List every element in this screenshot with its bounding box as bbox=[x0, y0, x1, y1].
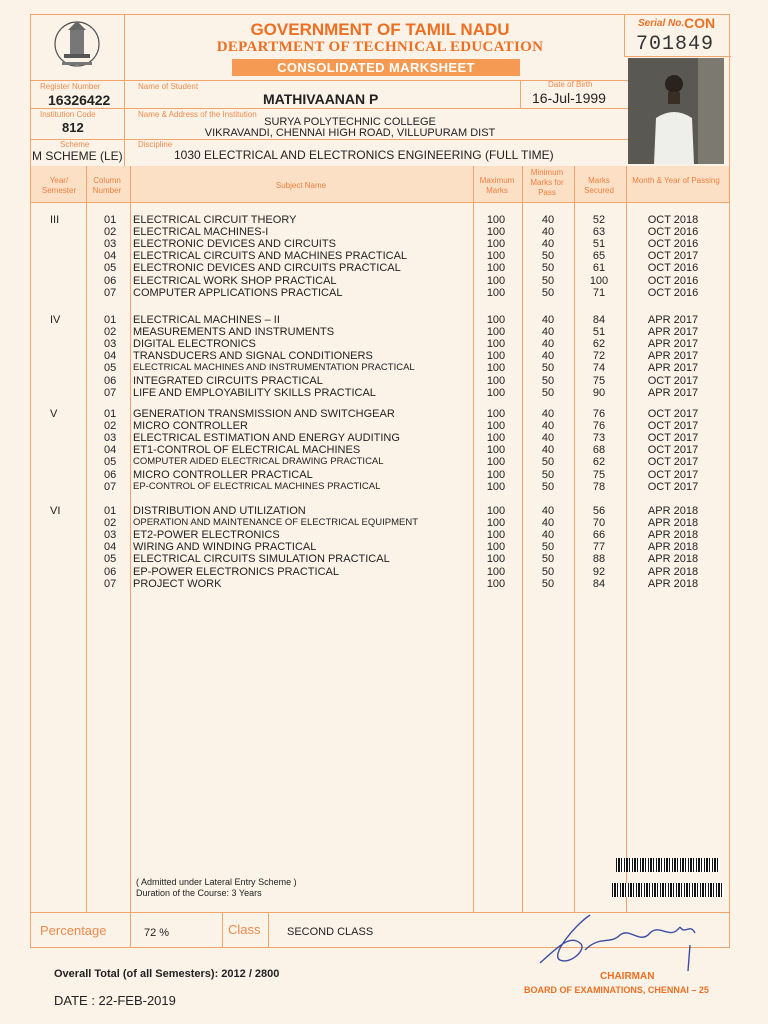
table-cell-name: EP-POWER ELECTRONICS PRACTICAL bbox=[133, 565, 339, 578]
student-photo bbox=[628, 58, 724, 164]
table-cell-month: OCT 2017 bbox=[647, 408, 699, 420]
table-cell-month: APR 2017 bbox=[647, 326, 699, 339]
table-cell-min: 40 bbox=[541, 238, 555, 251]
register-number-label: Register Number bbox=[40, 82, 101, 91]
table-cell-name: LIFE AND EMPLOYABILITY SKILLS PRACTICAL bbox=[133, 386, 376, 399]
institution-name: SURYA POLYTECHNIC COLLEGE bbox=[264, 116, 436, 128]
table-cell-min: 40 bbox=[541, 444, 555, 457]
table-cell-min: 40 bbox=[541, 408, 555, 420]
table-cell-col: 07 bbox=[104, 286, 117, 299]
divider bbox=[30, 108, 628, 109]
class-label: Class bbox=[228, 922, 261, 937]
table-cell-col: 03 bbox=[104, 529, 117, 542]
table-cell-max: 100 bbox=[486, 468, 506, 481]
table-cell-col: 05 bbox=[104, 456, 117, 469]
table-cell-month: OCT 2016 bbox=[647, 262, 699, 275]
class-value: SECOND CLASS bbox=[287, 926, 374, 938]
divider bbox=[130, 166, 131, 912]
table-cell-col: 03 bbox=[104, 238, 117, 251]
serial-label: Serial No. bbox=[638, 18, 685, 29]
table-cell-max: 100 bbox=[486, 386, 506, 399]
table-cell-col: 01 bbox=[104, 408, 117, 420]
table-cell-month: APR 2018 bbox=[647, 553, 699, 566]
table-cell-month: OCT 2016 bbox=[647, 226, 699, 239]
table-cell-secured: 84 bbox=[592, 577, 606, 590]
divider bbox=[86, 166, 87, 912]
scheme-label: Scheme bbox=[60, 140, 90, 149]
lateral-entry-note: ( Admitted under Lateral Entry Scheme ) bbox=[136, 877, 297, 887]
divider bbox=[30, 139, 628, 140]
table-cell-name: GENERATION TRANSMISSION AND SWITCHGEAR bbox=[133, 408, 395, 420]
table-cell-secured: 61 bbox=[592, 262, 606, 275]
table-cell-max: 100 bbox=[486, 214, 506, 226]
table-cell-max: 100 bbox=[486, 326, 506, 339]
divider bbox=[574, 166, 575, 912]
table-cell-name: DIGITAL ELECTRONICS bbox=[133, 338, 256, 351]
table-cell-max: 100 bbox=[486, 565, 506, 578]
table-cell-min: 40 bbox=[541, 505, 555, 517]
table-cell-month: APR 2018 bbox=[647, 517, 699, 530]
semester-label: VI bbox=[50, 505, 61, 517]
table-cell-name: EP-CONTROL OF ELECTRICAL MACHINES PRACTICAL bbox=[133, 480, 381, 492]
semester-label: III bbox=[50, 214, 60, 226]
table-cell-name: ELECTRICAL ESTIMATION AND ENERGY AUDITING bbox=[133, 432, 400, 445]
column-header-month: Month & Year of Passing bbox=[632, 176, 720, 185]
institution-code-label: Institution Code bbox=[40, 110, 96, 119]
table-cell-max: 100 bbox=[486, 456, 506, 469]
divider bbox=[222, 912, 223, 948]
table-cell-month: APR 2017 bbox=[647, 350, 699, 363]
table-cell-min: 40 bbox=[541, 214, 555, 226]
student-name-label: Name of Student bbox=[138, 82, 199, 91]
institution-address: VIKRAVANDI, CHENNAI HIGH ROAD, VILLUPURAM DIST bbox=[204, 127, 496, 139]
table-cell-col: 07 bbox=[104, 480, 117, 493]
table-cell-secured: 65 bbox=[592, 250, 606, 263]
table-cell-col: 03 bbox=[104, 338, 117, 351]
table-cell-col: 07 bbox=[104, 386, 117, 399]
document-title: CONSOLIDATED MARKSHEET bbox=[232, 59, 520, 76]
table-cell-month: APR 2018 bbox=[647, 565, 699, 578]
percentage-label: Percentage bbox=[40, 923, 107, 938]
divider bbox=[268, 912, 269, 948]
table-cell-secured: 76 bbox=[592, 420, 606, 433]
table-cell-secured: 70 bbox=[592, 517, 606, 530]
divider bbox=[473, 166, 474, 912]
table-cell-max: 100 bbox=[486, 505, 506, 517]
table-cell-secured: 63 bbox=[592, 226, 606, 239]
table-cell-secured: 62 bbox=[592, 338, 606, 351]
barcode-top bbox=[616, 858, 720, 872]
table-cell-month: APR 2018 bbox=[647, 505, 699, 517]
table-cell-max: 100 bbox=[486, 286, 506, 299]
table-cell-min: 50 bbox=[541, 286, 555, 299]
table-cell-month: OCT 2017 bbox=[647, 480, 699, 493]
column-header-year: Year/ Semester bbox=[41, 176, 77, 195]
table-cell-max: 100 bbox=[486, 314, 506, 326]
table-cell-col: 05 bbox=[104, 362, 117, 375]
table-cell-col: 02 bbox=[104, 517, 117, 530]
table-cell-name: ELECTRICAL MACHINES-I bbox=[133, 226, 269, 239]
table-cell-name: ELECTRICAL CIRCUITS SIMULATION PRACTICAL bbox=[133, 553, 390, 566]
table-cell-min: 50 bbox=[541, 386, 555, 399]
table-cell-min: 40 bbox=[541, 529, 555, 542]
table-cell-min: 50 bbox=[541, 262, 555, 275]
government-title: GOVERNMENT OF TAMIL NADU bbox=[250, 20, 510, 39]
table-cell-col: 07 bbox=[104, 577, 117, 590]
table-cell-secured: 72 bbox=[592, 350, 606, 363]
column-header-min: Minimum Marks for Pass bbox=[530, 168, 564, 197]
divider bbox=[522, 166, 523, 912]
table-cell-secured: 52 bbox=[592, 214, 606, 226]
table-cell-secured: 76 bbox=[592, 408, 606, 420]
table-cell-name: TRANSDUCERS AND SIGNAL CONDITIONERS bbox=[133, 350, 373, 363]
table-cell-max: 100 bbox=[486, 529, 506, 542]
table-cell-max: 100 bbox=[486, 374, 506, 387]
table-cell-month: OCT 2018 bbox=[647, 214, 699, 226]
table-cell-min: 40 bbox=[541, 420, 555, 433]
table-cell-secured: 51 bbox=[592, 326, 606, 339]
table-cell-min: 40 bbox=[541, 517, 555, 530]
divider bbox=[30, 202, 730, 203]
table-cell-name: COMPUTER AIDED ELECTRICAL DRAWING PRACTICAL bbox=[133, 456, 384, 468]
table-cell-col: 05 bbox=[104, 262, 117, 275]
divider bbox=[626, 166, 627, 912]
table-cell-month: OCT 2017 bbox=[647, 456, 699, 469]
table-cell-min: 50 bbox=[541, 553, 555, 566]
tamil-nadu-emblem-icon bbox=[52, 18, 102, 73]
table-cell-col: 01 bbox=[104, 214, 117, 226]
table-cell-col: 06 bbox=[104, 565, 117, 578]
table-cell-max: 100 bbox=[486, 274, 506, 287]
table-cell-name: ELECTRICAL MACHINES AND INSTRUMENTATION PRACTICAL bbox=[133, 362, 415, 374]
table-cell-max: 100 bbox=[486, 362, 506, 375]
table-cell-col: 04 bbox=[104, 350, 117, 363]
table-cell-month: OCT 2017 bbox=[647, 420, 699, 433]
table-cell-max: 100 bbox=[486, 226, 506, 239]
column-header-secured: Marks Secured bbox=[584, 176, 614, 195]
table-cell-secured: 68 bbox=[592, 444, 606, 457]
table-cell-min: 50 bbox=[541, 274, 555, 287]
table-cell-col: 05 bbox=[104, 553, 117, 566]
table-cell-month: APR 2018 bbox=[647, 577, 699, 590]
department-title: DEPARTMENT OF TECHNICAL EDUCATION bbox=[216, 39, 544, 55]
column-header-max: Maximum Marks bbox=[479, 176, 515, 195]
table-cell-name: ELECTRONIC DEVICES AND CIRCUITS bbox=[133, 238, 336, 251]
table-cell-max: 100 bbox=[486, 432, 506, 445]
table-cell-secured: 88 bbox=[592, 553, 606, 566]
table-cell-secured: 66 bbox=[592, 529, 606, 542]
table-cell-month: OCT 2017 bbox=[647, 374, 699, 387]
percentage-value: 72 % bbox=[144, 927, 170, 939]
table-cell-month: OCT 2017 bbox=[647, 468, 699, 481]
divider bbox=[520, 80, 521, 108]
table-cell-max: 100 bbox=[486, 577, 506, 590]
table-cell-min: 50 bbox=[541, 541, 555, 554]
discipline: 1030 ELECTRICAL AND ELECTRONICS ENGINEERING (FULL TIME) bbox=[174, 148, 554, 162]
divider bbox=[124, 80, 125, 166]
table-cell-month: APR 2018 bbox=[647, 541, 699, 554]
table-cell-secured: 92 bbox=[592, 565, 606, 578]
table-cell-secured: 71 bbox=[592, 286, 606, 299]
table-cell-max: 100 bbox=[486, 262, 506, 275]
table-cell-min: 50 bbox=[541, 374, 555, 387]
table-cell-name: ET1-CONTROL OF ELECTRICAL MACHINES bbox=[133, 444, 361, 457]
table-cell-month: APR 2017 bbox=[647, 362, 699, 375]
table-cell-secured: 75 bbox=[592, 374, 606, 387]
table-cell-secured: 77 bbox=[592, 541, 606, 554]
semester-label: IV bbox=[50, 314, 61, 326]
table-cell-col: 02 bbox=[104, 420, 117, 433]
table-cell-name: ELECTRICAL CIRCUITS AND MACHINES PRACTICAL bbox=[133, 250, 408, 263]
table-cell-min: 50 bbox=[541, 480, 555, 493]
divider bbox=[30, 80, 628, 81]
table-cell-max: 100 bbox=[486, 338, 506, 351]
table-cell-col: 02 bbox=[104, 226, 117, 239]
table-cell-min: 40 bbox=[541, 350, 555, 363]
table-cell-month: OCT 2017 bbox=[647, 432, 699, 445]
table-cell-month: OCT 2017 bbox=[647, 444, 699, 457]
date-of-birth: 16-Jul-1999 bbox=[532, 90, 606, 106]
table-cell-secured: 51 bbox=[592, 238, 606, 251]
table-cell-col: 04 bbox=[104, 250, 117, 263]
table-cell-min: 50 bbox=[541, 577, 555, 590]
table-cell-max: 100 bbox=[486, 238, 506, 251]
table-cell-month: APR 2017 bbox=[647, 386, 699, 399]
table-cell-max: 100 bbox=[486, 350, 506, 363]
course-duration-note: Duration of the Course: 3 Years bbox=[136, 888, 262, 898]
table-cell-secured: 90 bbox=[592, 386, 606, 399]
table-cell-min: 40 bbox=[541, 326, 555, 339]
table-cell-col: 02 bbox=[104, 326, 117, 339]
table-cell-secured: 78 bbox=[592, 480, 606, 493]
column-header-column: Column Number bbox=[92, 176, 122, 195]
table-cell-min: 40 bbox=[541, 338, 555, 351]
table-cell-secured: 73 bbox=[592, 432, 606, 445]
table-cell-secured: 75 bbox=[592, 468, 606, 481]
table-cell-min: 40 bbox=[541, 226, 555, 239]
table-cell-name: ELECTRICAL CIRCUIT THEORY bbox=[133, 214, 297, 226]
discipline-label: Discipline bbox=[138, 140, 173, 149]
table-cell-secured: 100 bbox=[589, 274, 609, 287]
table-cell-month: OCT 2016 bbox=[647, 238, 699, 251]
serial-number: 701849 bbox=[636, 33, 715, 56]
table-cell-name: COMPUTER APPLICATIONS PRACTICAL bbox=[133, 286, 343, 299]
table-cell-col: 04 bbox=[104, 444, 117, 457]
table-cell-secured: 56 bbox=[592, 505, 606, 517]
table-cell-name: DISTRIBUTION AND UTILIZATION bbox=[133, 505, 306, 517]
table-cell-month: APR 2018 bbox=[647, 529, 699, 542]
table-cell-name: ELECTRICAL MACHINES – II bbox=[133, 314, 280, 326]
serial-prefix: CON bbox=[684, 15, 716, 31]
table-cell-min: 50 bbox=[541, 362, 555, 375]
table-cell-name: ELECTRICAL WORK SHOP PRACTICAL bbox=[133, 274, 337, 287]
table-cell-max: 100 bbox=[486, 250, 506, 263]
table-cell-name: ET2-POWER ELECTRONICS bbox=[133, 529, 280, 542]
board-name: BOARD OF EXAMINATIONS, CHENNAI – 25 bbox=[524, 985, 709, 995]
table-cell-name: INTEGRATED CIRCUITS PRACTICAL bbox=[133, 374, 323, 387]
table-cell-name: OPERATION AND MAINTENANCE OF ELECTRICAL EQUIPMENT bbox=[133, 517, 419, 529]
table-cell-max: 100 bbox=[486, 480, 506, 493]
table-cell-name: ELECTRONIC DEVICES AND CIRCUITS PRACTICAL bbox=[133, 262, 401, 275]
table-cell-name: MEASUREMENTS AND INSTRUMENTS bbox=[133, 326, 335, 339]
table-cell-col: 06 bbox=[104, 274, 117, 287]
table-cell-min: 40 bbox=[541, 432, 555, 445]
table-cell-name: MICRO CONTROLLER PRACTICAL bbox=[133, 468, 313, 481]
table-cell-max: 100 bbox=[486, 420, 506, 433]
table-cell-max: 100 bbox=[486, 517, 506, 530]
table-cell-max: 100 bbox=[486, 408, 506, 420]
table-cell-name: WIRING AND WINDING PRACTICAL bbox=[133, 541, 317, 554]
register-number: 16326422 bbox=[48, 92, 111, 108]
student-name: MATHIVAANAN P bbox=[263, 91, 379, 107]
chairman-title: CHAIRMAN bbox=[600, 971, 655, 982]
chairman-signature bbox=[530, 905, 710, 975]
semester-label: V bbox=[50, 408, 58, 420]
table-cell-max: 100 bbox=[486, 553, 506, 566]
table-cell-col: 06 bbox=[104, 468, 117, 481]
table-cell-min: 50 bbox=[541, 456, 555, 469]
table-cell-month: OCT 2017 bbox=[647, 250, 699, 263]
overall-total: Overall Total (of all Semesters): 2012 / 2800 bbox=[54, 968, 280, 980]
table-cell-secured: 74 bbox=[592, 362, 606, 375]
column-header-subject: Subject Name bbox=[275, 181, 327, 190]
table-cell-name: MICRO CONTROLLER bbox=[133, 420, 248, 433]
dob-label: Date of Birth bbox=[548, 80, 593, 89]
table-cell-col: 01 bbox=[104, 314, 117, 326]
table-cell-max: 100 bbox=[486, 444, 506, 457]
table-cell-col: 04 bbox=[104, 541, 117, 554]
institution-address-label: Name & Address of the Institution bbox=[138, 110, 257, 119]
table-cell-min: 50 bbox=[541, 250, 555, 263]
institution-code: 812 bbox=[62, 120, 84, 135]
scheme: M SCHEME (LE) bbox=[32, 149, 123, 163]
table-cell-month: APR 2017 bbox=[647, 338, 699, 351]
table-cell-min: 50 bbox=[541, 565, 555, 578]
table-cell-min: 50 bbox=[541, 468, 555, 481]
table-cell-col: 06 bbox=[104, 374, 117, 387]
table-cell-month: APR 2017 bbox=[647, 314, 699, 326]
table-cell-month: OCT 2016 bbox=[647, 274, 699, 287]
table-cell-min: 40 bbox=[541, 314, 555, 326]
issue-date: DATE : 22-FEB-2019 bbox=[54, 993, 176, 1008]
divider bbox=[130, 912, 131, 948]
barcode-bottom bbox=[612, 883, 724, 897]
table-cell-col: 03 bbox=[104, 432, 117, 445]
table-cell-secured: 62 bbox=[592, 456, 606, 469]
table-cell-col: 01 bbox=[104, 505, 117, 517]
table-cell-secured: 84 bbox=[592, 314, 606, 326]
table-cell-max: 100 bbox=[486, 541, 506, 554]
table-cell-month: OCT 2016 bbox=[647, 286, 699, 299]
table-cell-name: PROJECT WORK bbox=[133, 577, 222, 590]
